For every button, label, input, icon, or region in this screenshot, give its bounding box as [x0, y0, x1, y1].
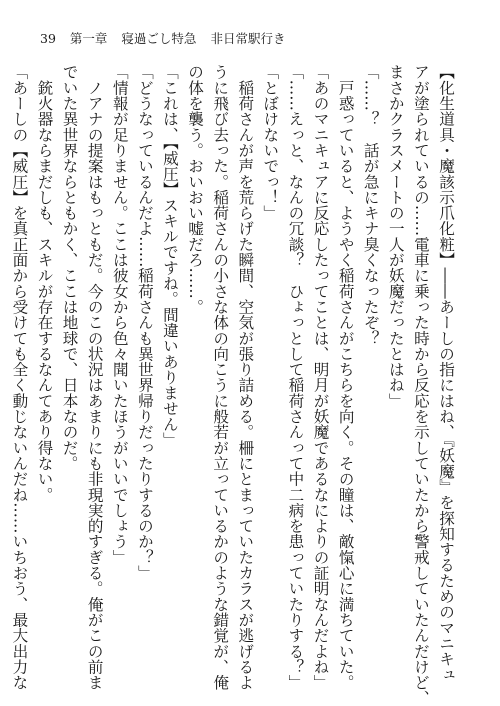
text-line: 「……えっと、なんの冗談？ ひょっとして稲荷さんって中二病を患っていたりする？」	[286, 64, 305, 690]
vertical-body-text	[10, 64, 458, 706]
text-line: でいた異世界ならともかく、ここは地球で、日本なのだ。	[60, 64, 79, 471]
text-line: うに飛び去った。稲荷さんの小さな体の向こうに般若が立っているかのような錯覚が、俺	[211, 64, 230, 690]
running-header	[40, 30, 285, 46]
page-number: 39	[40, 30, 56, 46]
text-line: 「あのマニキュアに反応したってことは、明月が妖魔であるなによりの証明なんだよね」	[311, 64, 330, 690]
text-line: まさかクラスメートの一人が妖魔だったとはね」	[386, 64, 405, 409]
text-line: 「情報が足りません。ここは彼女から色々聞いたほうがいいでしょう」	[110, 64, 129, 565]
text-line: 【化生道具・魔該示爪化粧】――あーしの指にはね、『妖魔』を探知するためのマニキュ	[437, 64, 455, 683]
text-line: 「あーしの【威圧】を真正面から受けても全く動じないんだね……いちおう、最大出力な	[10, 64, 29, 690]
chapter-title: 寝過ごし特急	[121, 31, 197, 46]
text-line: 「これは、【威圧】スキルですね。間違いありません」	[160, 64, 179, 448]
chapter-label: 第一章	[69, 31, 108, 46]
chapter-subtitle: 非日常駅行き	[210, 31, 286, 46]
text-line: アが塗られているの……電車に乗った時から反応を示していたから警戒していたんだけど、	[411, 64, 430, 706]
text-line: 銃火器ならまだしも、スキルが存在するなんてあり得ない。	[35, 64, 54, 503]
text-line: 「どうなっているんだよ……稲荷さんも異世界帰りだったりするのか？」	[135, 64, 154, 581]
text-line: 稲荷さんが声を荒らげた瞬間、空気が張り詰める。柵にとまっていたカラスが逃げるよ	[236, 64, 255, 690]
text-line: 「とぼけないでっ！」	[261, 64, 280, 221]
text-line: の体を襲う。おいおい嘘だろ……。	[186, 64, 205, 315]
text-line: 「……？ 話が急にキナ臭くなったぞ？	[361, 64, 380, 346]
text-line: 戸惑っていると、ようやく稲荷さんがこちらを向く。その瞳は、敵愾心に満ちていた。	[336, 64, 355, 690]
text-line: ノアナの提案はもっともだ。今のこの状況はあまりにも非現実的すぎる。俺がこの前ま	[85, 64, 104, 690]
